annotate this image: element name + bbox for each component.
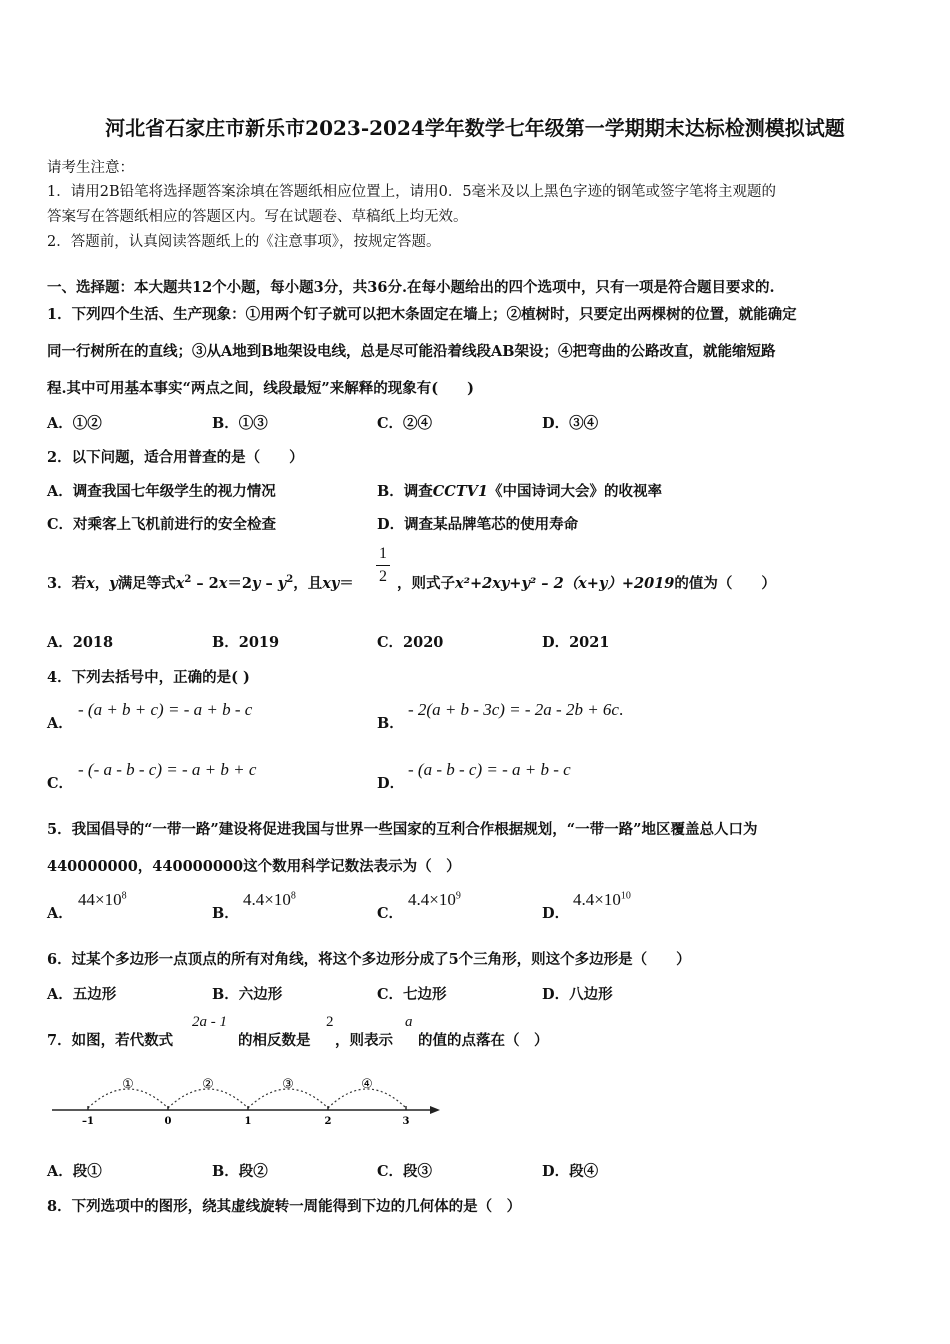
q7-stem-post: 的值的点落在（ ） [418,1032,549,1049]
q5-label-a: A． [47,905,73,922]
q2-stem: 2．以下问题，适合用普查的是（ ） [47,449,304,466]
q2-option-b: B．调查CCTV1《中国诗词大会》的收视率 [377,483,662,500]
q2-option-d: D．调查某品牌笔芯的使用寿命 [377,516,579,533]
q7-value: 2 [326,1014,334,1030]
q4-expression-d: - (a - b - c) = - a + b - c [408,760,571,779]
q7-stem-pre: 7．如图，若代数式 [47,1032,174,1049]
q7-option-a: A．段① [47,1163,102,1180]
q6-option-d: D．八边形 [542,986,613,1003]
number-line-figure [48,1066,448,1132]
q3-fraction-bar [376,565,390,566]
q7-stem-mid2: ，则表示 [335,1032,393,1049]
q1-line-3: 程.其中可用基本事实“两点之间，线段最短”来解释的现象有( ) [47,380,474,397]
q4-expression-c: - (- a - b - c) = - a + b + c [78,760,257,779]
number-line-tick-label: 0 [164,1116,172,1127]
q3-fraction-denominator: 2 [379,568,387,585]
q5-value-c: $4.4\times 10^9$ [408,890,461,909]
page-title: 河北省石家庄市新乐市2023-2024学年数学七年级第一学期期末达标检测模拟试题 [105,116,845,140]
q7-option-b: B．段② [212,1163,268,1180]
q3-option-a: A．2018 [47,634,114,651]
q1-option-d: D．③④ [542,415,599,432]
q7-stem-mid: 的相反数是 [238,1032,311,1049]
notice-line-1a: 1．请用2B铅笔将选择题答案涂填在答题纸相应位置上，请用0．5毫米及以上黑色字迹的钢笔或签字笔将主观题的 [47,184,777,200]
q4-label-c: C． [47,775,74,792]
q5-label-d: D． [542,905,570,922]
q2-option-a: A．调查我国七年级学生的视力情况 [47,483,276,500]
q5-line-1: 5．我国倡导的“一带一路”建设将促进我国与世界一些国家的互利合作根据规划，“一带一路”地区覆盖总人口为 [47,821,758,838]
q3-option-c: C．2020 [377,634,444,651]
q1-option-a: A．①② [47,415,102,432]
q5-value-b: $4.4\times 10^8$ [243,890,296,909]
notice-line-2: 2．答题前，认真阅读答题纸上的《注意事项》，按规定答题。 [47,234,441,250]
number-line-tick-label: 1 [244,1116,252,1127]
q1-option-b: B．①③ [212,415,268,432]
q1-option-c: C．②④ [377,415,433,432]
q3-option-b: B．2019 [212,634,280,651]
number-line-segment-label: ② [202,1077,214,1092]
q5-label-c: C． [377,905,404,922]
q5-label-b: B． [212,905,239,922]
q7-expression: 2a - 1 [192,1014,227,1030]
q4-stem: 4．下列去括号中，正确的是( ) [47,669,250,686]
q4-expression-a: - (a + b + c) = - a + b - c [78,700,253,719]
q6-option-c: C．七边形 [377,986,447,1003]
q3-fraction-numerator: 1 [379,545,387,562]
q3-option-d: D．2021 [542,634,610,651]
q6-option-a: A．五边形 [47,986,117,1003]
q5-line-2: 440000000，440000000这个数用科学记数法表示为（ ） [47,858,461,875]
notice-heading: 请考生注意： [47,160,134,176]
q1-line-2: 同一行树所在的直线；③从A地到B地架设电线，总是尽可能沿着线段AB架设；④把弯曲的公路改直，就能缩短路 [47,343,776,360]
notice-line-1b: 答案写在答题纸相应的答题区内。写在试题卷、草稿纸上均无效。 [47,209,468,225]
q3-fraction [376,545,390,586]
q1-line-1: 1．下列四个生活、生产现象：①用两个钉子就可以把木条固定在墙上；②植树时，只要定出两棵树的位置，就能确定 [47,306,797,323]
q6-option-b: B．六边形 [212,986,283,1003]
number-line-segment-label: ③ [282,1077,294,1092]
number-line-tick-label: 3 [402,1116,410,1127]
q7-option-c: C．段③ [377,1163,433,1180]
q7-variable: a [405,1014,413,1030]
q3-expression: ，则式子x²+2xy+y² – 2（x+y）+2019的值为（ ） [397,575,776,592]
q8-stem: 8．下列选项中的图形，绕其虚线旋转一周能得到下边的几何体的是（ ） [47,1198,522,1215]
q4-label-b: B． [377,715,404,732]
section-heading: 一、选择题：本大题共12个小题，每小题3分，共36分.在每小题给出的四个选项中，只有一项是符合题目要求的. [47,279,775,296]
q4-label-d: D． [377,775,405,792]
q5-value-a: $44\times 10^8$ [78,890,127,909]
q3-stem: 3．若x，y满足等式$x^2 - 2x=2y - y^2$，且xy＝ [47,574,354,592]
q2-option-c: C．对乘客上飞机前进行的安全检查 [47,516,277,533]
number-line-tick-label: 2 [324,1116,332,1127]
number-line-segment-label: ① [122,1077,134,1092]
q7-option-d: D．段④ [542,1163,599,1180]
q4-expression-b: - 2(a + b - 3c) = - 2a - 2b + 6c. [408,700,624,719]
q4-label-a: A． [47,715,73,732]
number-line-tick-label: –1 [82,1116,94,1127]
q6-stem: 6．过某个多边形一点顶点的所有对角线，将这个多边形分成了5个三角形，则这个多边形是（ ） [47,951,691,968]
q5-value-d: $4.4\times 10^{10}$ [573,890,631,909]
number-line-segment-label: ④ [361,1077,373,1092]
number-line-arrow [430,1106,440,1114]
